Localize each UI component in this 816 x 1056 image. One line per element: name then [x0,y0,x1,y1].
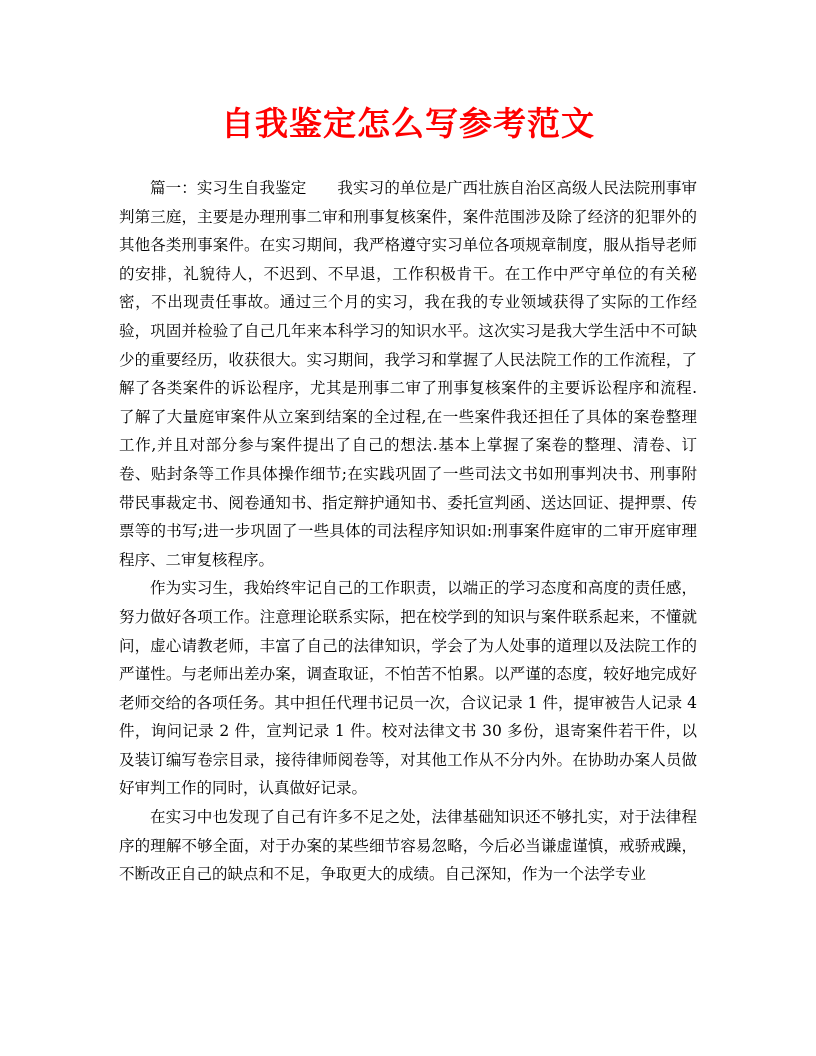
paragraph-1-text: 我实习的单位是广西壮族自治区高级人民法院刑事审判第三庭，主要是办理刑事二审和刑事复核案件，案件范围涉及除了经济的犯罪外的其他各类刑事案件。在实习期间，我严格遵守实习单位各项规章制度，服从指导老师的安排，礼貌待人，不迟到、不早退，工作积极肯干。在工作中严守单位的有关秘密，不出现责任事故。通过三个月的实习，我在我的专业领域获得了实际的工作经验，巩固并检验了自己几年来本科学习的知识水平。这次实习是我大学生活中不可缺少的重要经历，收获很大。实习期间，我学习和掌握了人民法院工作的工作流程，了解了各类案件的诉讼程序，尤其是刑事二审了刑事复核案件的主要诉讼程序和流程.了解了大量庭审案件从立案到结案的全过程,在一些案件我还担任了具体的案卷整理工作,并且对部分参与案件提出了自己的想法.基本上掌握了案卷的整理、清卷、订卷、贴封条等工作具体操作细节;在实践巩固了一些司法文书如刑事判决书、刑事附带民事裁定书、阅卷通知书、指定辩护通知书、委托宣判函、送达回证、提押票、传票等的书写;进一步巩固了一些具体的司法程序知识如:刑事案件庭审的二审开庭审理程序、二审复核程序。 [119,179,697,569]
document-title: 自我鉴定怎么写参考范文 [221,104,595,143]
section-heading: 篇一：实习生自我鉴定 [150,179,307,197]
paragraph-2: 作为实习生，我始终牢记自己的工作职责，以端正的学习态度和高度的责任感，努力做好各项工作。注意理论联系实际，把在校学到的知识与案件联系起来，不懂就问，虚心请教老师，丰富了自己的法律知识，学会了为人处事的道理以及法院工作的严谨性。与老师出差办案，调查取证，不怕苦不怕累。以严谨的态度，较好地完成好老师交给的各项任务。其中担任代理书记员一次，合议记录 1 件，提审被告人记录 4 件，询问记录 2 件，宣判记录 1 件。校对法律文书 30 多份，退寄案件若干件，以及装订编写卷宗目录，接待律师阅卷等，对其他工作从不分内外。在协助办案人员做好审判工作的同时，认真做好记录。 [119,579,697,798]
paragraph-3: 在实习中也发现了自己有许多不足之处，法律基础知识还不够扎实，对于法律程序的理解不够全面，对于办案的某些细节容易忽略，今后必当谦虚谨慎，戒骄戒躁，不断改正自己的缺点和不足，争取更大的成绩。自己深知，作为一个法学专业 [119,808,697,884]
document-body [119,174,697,889]
paragraph-1 [119,174,697,574]
